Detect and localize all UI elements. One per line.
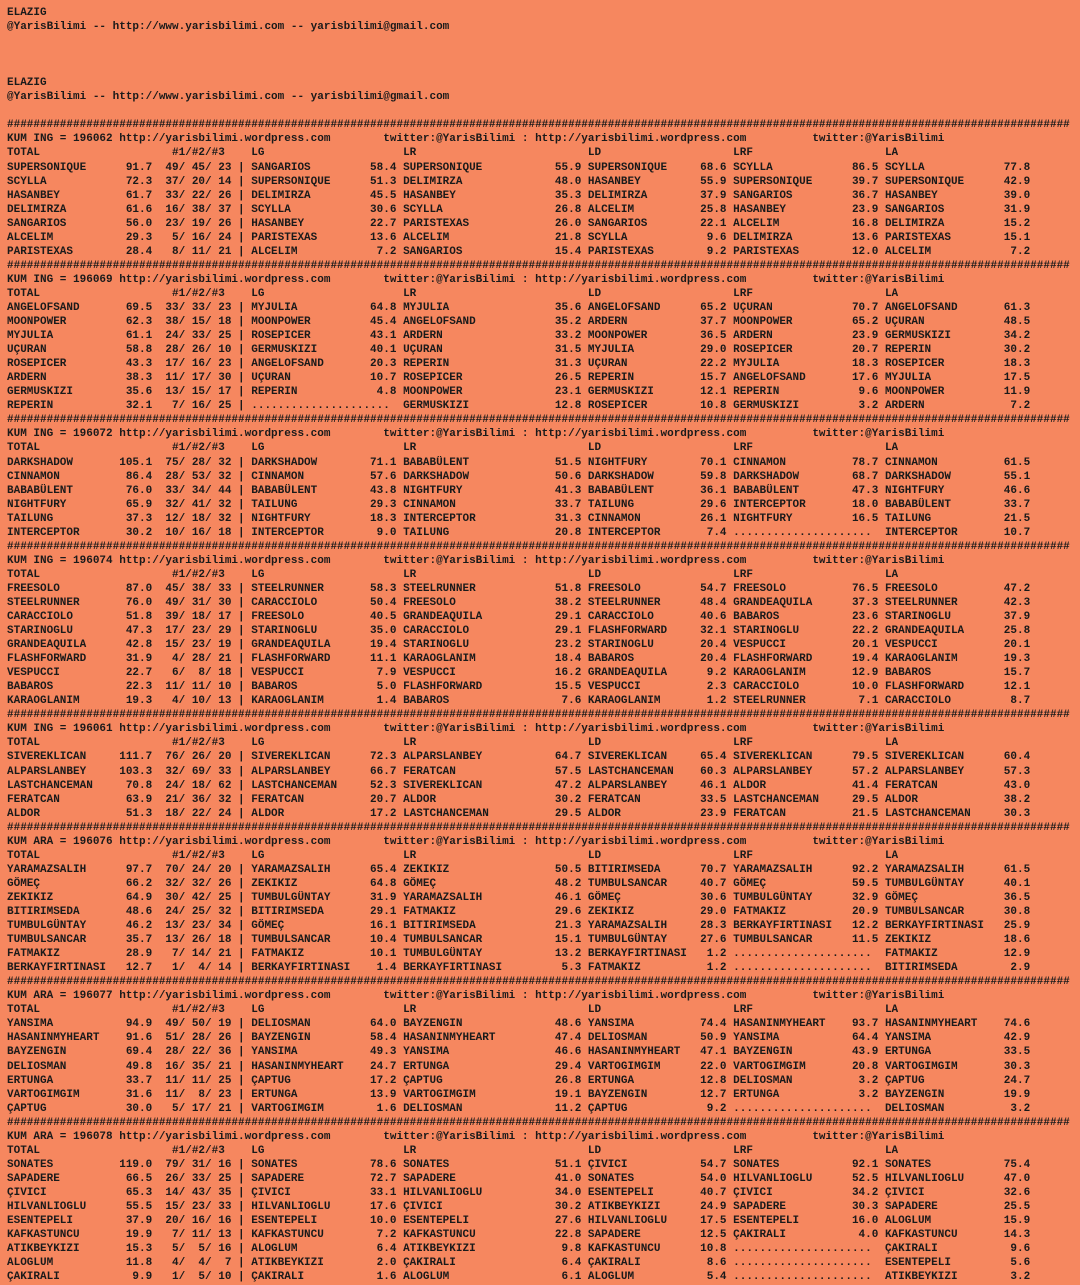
table-row: STARINOGLU 47.3 17/ 23/ 29 | STARINOGLU 35.0 CARACCIOLO 29.1 FLASHFORWARD 32.1 STARINOGLU 22.2 GRANDEAQUILA 25.8 [7,625,1031,638]
blank-line [7,62,1080,76]
table-row: KAFKASTUNCU 19.9 7/ 11/ 13 | KAFKASTUNCU 7.2 KAFKASTUNCU 22.8 SAPADERE 12.5 ÇAKIRALI 4.0 KAFKASTUNCU 14.3 [7,1229,1031,1242]
table-row: HASANINMYHEART 91.6 51/ 28/ 26 | BAYZENGIN 58.4 HASANINMYHEART 47.4 DELIOSMAN 50.9 YANSIMA 64.4 YANSIMA 42.9 [7,1032,1031,1045]
table-row: UÇURAN 58.8 28/ 26/ 10 | GERMUSKIZI 40.1 UÇURAN 31.5 MYJULIA 29.0 ROSEPICER 20.7 REPERIN 30.2 [7,344,1031,357]
section-title: KUM ARA = 196076 http://yarisbilimi.wordpress.com twitter:@YarisBilimi : http://yarisbilimi.wordpress.com twitter:@YarisBilimi [7,835,945,848]
table-row: SCYLLA 72.3 37/ 20/ 14 | SUPERSONIQUE 51.3 DELIMIRZA 48.0 HASANBEY 55.9 SUPERSONIQUE 39.7 SUPERSONIQUE 42.9 [7,175,1031,188]
section-title: KUM ARA = 196078 http://yarisbilimi.wordpress.com twitter:@YarisBilimi : http://yarisbilimi.wordpress.com twitter:@YarisBilimi [7,1130,945,1143]
table-row: BITIRIMSEDA 48.6 24/ 25/ 32 | BITIRIMSEDA 29.1 FATMAKIZ 29.6 ZEKIKIZ 29.0 FATMAKIZ 20.9 TUMBULSANCAR 30.8 [7,906,1031,918]
separator-line: ################################################################################################################################################################# [7,709,1070,722]
table-row: SIVEREKLICAN 111.7 76/ 26/ 20 | SIVEREKLICAN 72.3 ALPARSLANBEY 64.7 SIVEREKLICAN 65.4 SIVEREKLICAN 79.5 SIVEREKLICAN 60.4 [7,751,1031,764]
table-row: BAYZENGIN 69.4 28/ 22/ 36 | YANSIMA 49.3 YANSIMA 46.6 HASANINMYHEART 47.1 BAYZENGIN 43.9 ERTUNGA 33.5 [7,1046,1031,1059]
table-row: NIGHTFURY 65.9 32/ 41/ 32 | TAILUNG 29.3 CINNAMON 33.7 TAILUNG 29.6 INTERCEPTOR 18.0 BABABÜLENT 33.7 [7,498,1031,511]
table-row: ESENTEPELI 37.9 20/ 16/ 16 | ESENTEPELI 10.0 ESENTEPELI 27.6 HILVANLIOGLU 17.5 ESENTEPELI 16.0 ALOGLUM 15.9 [7,1215,1031,1228]
table-row: DELIMIRZA 61.6 16/ 38/ 37 | SCYLLA 30.6 SCYLLA 26.8 ALCELIM 25.8 HASANBEY 23.9 SANGARIOS 31.9 [7,203,1031,216]
table-row: TAILUNG 37.3 12/ 18/ 32 | NIGHTFURY 18.3 INTERCEPTOR 31.3 CINNAMON 26.1 NIGHTFURY 16.5 TAILUNG 21.5 [7,512,1031,525]
table-row: ALPARSLANBEY 103.3 32/ 69/ 33 | ALPARSLANBEY 66.7 FERATCAN 57.5 LASTCHANCEMAN 60.3 ALPARSLANBEY 57.2 ALPARSLANBEY 57.3 [7,765,1031,778]
table-row: CARACCIOLO 51.8 39/ 18/ 17 | FREESOLO 40.5 GRANDEAQUILA 29.1 CARACCIOLO 40.6 BABAROS 23.6 STARINOGLU 37.9 [7,611,1031,624]
table-row: DELIOSMAN 49.8 16/ 35/ 21 | HASANINMYHEART 24.7 ERTUNGA 29.4 VARTOGIMGIM 22.0 VARTOGIMGIM 20.8 VARTOGIMGIM 30.3 [7,1060,1031,1073]
table-row: FREESOLO 87.0 45/ 38/ 33 | STEELRUNNER 58.3 STEELRUNNER 51.8 FREESOLO 54.7 FREESOLO 76.5 FREESOLO 47.2 [7,582,1031,595]
column-header-row: TOTAL #1/#2/#3 LG LR LD LRF LA [7,287,899,300]
table-row: DARKSHADOW 105.1 75/ 28/ 32 | DARKSHADOW 71.1 BABABÜLENT 51.5 NIGHTFURY 70.1 CINNAMON 78.7 CINNAMON 61.5 [7,456,1031,469]
table-row: TUMBULGÜNTAY 46.2 13/ 23/ 34 | GÖMEÇ 16.1 BITIRIMSEDA 21.3 YARAMAZSALIH 28.3 BERKAYFIRTINASI 12.2 BERKAYFIRTINASI 25.9 [7,920,1031,933]
table-row: MYJULIA 61.1 24/ 33/ 25 | ROSEPICER 43.1 ARDERN 33.2 MOONPOWER 36.5 ARDERN 23.9 GERMUSKIZI 34.2 [7,330,1031,343]
column-header-row: TOTAL #1/#2/#3 LG LR LD LRF LA [7,849,899,862]
column-header-row: TOTAL #1/#2/#3 LG LR LD LRF LA [7,442,899,455]
section-title: KUM ING = 196069 http://yarisbilimi.wordpress.com twitter:@YarisBilimi : http://yarisbilimi.wordpress.com twitter:@YarisBilimi [7,273,945,286]
table-row: GRANDEAQUILA 42.8 15/ 23/ 19 | GRANDEAQUILA 19.4 STARINOGLU 23.2 STARINOGLU 20.4 VESPUCCI 20.1 VESPUCCI 20.1 [7,639,1031,652]
table-row: TUMBULSANCAR 35.7 13/ 26/ 18 | TUMBULSANCAR 10.4 TUMBULSANCAR 15.1 TUMBULGÜNTAY 27.6 TUMBULSANCAR 11.5 ZEKIKIZ 18.6 [7,934,1031,947]
table-row: ALCELIM 29.3 5/ 16/ 24 | PARISTEXAS 13.6 ALCELIM 21.8 SCYLLA 9.6 DELIMIRZA 13.6 PARISTEXAS 15.1 [7,231,1031,244]
blank-line [7,104,1080,118]
table-row: ZEKIKIZ 64.9 30/ 42/ 25 | TUMBULGÜNTAY 31.9 YARAMAZSALIH 46.1 GÖMEÇ 30.6 TUMBULGÜNTAY 32.9 GÖMEÇ 36.5 [7,891,1031,904]
table-row: SONATES 119.0 79/ 31/ 16 | SONATES 78.6 SONATES 51.1 ÇIVICI 54.7 SONATES 92.1 SONATES 75.4 [7,1158,1031,1171]
section-title: KUM ING = 196062 http://yarisbilimi.wordpress.com twitter:@YarisBilimi : http://yarisbilimi.wordpress.com twitter:@YarisBilimi [7,133,945,146]
table-row: ERTUNGA 33.7 11/ 11/ 25 | ÇAPTUG 17.2 ÇAPTUG 26.8 ERTUNGA 12.8 DELIOSMAN 3.2 ÇAPTUG 24.7 [7,1074,1031,1087]
table-row: BABABÜLENT 76.0 33/ 34/ 44 | BABABÜLENT 43.8 NIGHTFURY 41.3 BABABÜLENT 36.1 BABABÜLENT 47.3 NIGHTFURY 46.6 [7,484,1031,497]
section-title: KUM ING = 196074 http://yarisbilimi.wordpress.com twitter:@YarisBilimi : http://yarisbilimi.wordpress.com twitter:@YarisBilimi [7,554,945,567]
table-row: ALDOR 51.3 18/ 22/ 24 | ALDOR 17.2 LASTCHANCEMAN 29.5 ALDOR 23.9 FERATCAN 21.5 LASTCHANCEMAN 30.3 [7,807,1031,820]
table-row: CINNAMON 86.4 28/ 53/ 32 | CINNAMON 57.6 DARKSHADOW 50.6 DARKSHADOW 59.8 DARKSHADOW 68.7 DARKSHADOW 55.1 [7,470,1031,483]
location-title-repeat: ELAZIG [7,77,47,90]
table-row: BERKAYFIRTINASI 12.7 1/ 4/ 14 | BERKAYFIRTINASI 1.4 BERKAYFIRTINASI 5.3 FATMAKIZ 1.2 ..................... BITIRIMSEDA 2.9 [7,962,1031,975]
table-row: BABAROS 22.3 11/ 11/ 10 | BABAROS 5.0 FLASHFORWARD 15.5 VESPUCCI 2.3 CARACCIOLO 10.0 FLASHFORWARD 12.1 [7,681,1031,694]
race-sections [7,118,1080,1284]
table-row: INTERCEPTOR 30.2 10/ 16/ 18 | INTERCEPTOR 9.0 TAILUNG 20.8 INTERCEPTOR 7.4 ..................... INTERCEPTOR 10.7 [7,526,1031,539]
separator-line: ################################################################################################################################################################# [7,821,1070,834]
table-row: ALOGLUM 11.8 4/ 4/ 7 | ATIKBEYKIZI 2.0 ÇAKIRALI 6.4 ÇAKIRALI 8.6 ..................... ESENTEPELI 5.6 [7,1257,1031,1270]
separator-line: ################################################################################################################################################################# [7,1116,1070,1129]
table-row: ATIKBEYKIZI 15.3 5/ 5/ 16 | ALOGLUM 6.4 ATIKBEYKIZI 9.8 KAFKASTUNCU 10.8 ..................... ÇAKIRALI 9.6 [7,1243,1031,1256]
table-row: VESPUCCI 22.7 6/ 8/ 18 | VESPUCCI 7.9 VESPUCCI 16.2 GRANDEAQUILA 9.2 KARAOGLANIM 12.9 BABAROS 15.7 [7,667,1031,680]
table-row: GÖMEÇ 66.2 32/ 32/ 26 | ZEKIKIZ 64.8 GÖMEÇ 48.2 TUMBULSANCAR 40.7 GÖMEÇ 59.5 TUMBULGÜNTAY 40.1 [7,877,1031,890]
section-title: KUM ING = 196061 http://yarisbilimi.wordpress.com twitter:@YarisBilimi : http://yarisbilimi.wordpress.com twitter:@YarisBilimi [7,723,945,736]
table-row: YANSIMA 94.9 49/ 50/ 19 | DELIOSMAN 64.0 BAYZENGIN 48.6 YANSIMA 74.4 HASANINMYHEART 93.7 HASANINMYHEART 74.6 [7,1018,1031,1031]
table-row: YARAMAZSALIH 97.7 70/ 24/ 20 | YARAMAZSALIH 65.4 ZEKIKIZ 50.5 BITIRIMSEDA 70.7 YARAMAZSALIH 92.2 YARAMAZSALIH 61.5 [7,863,1031,876]
separator-line: ################################################################################################################################################################# [7,414,1070,427]
column-header-row: TOTAL #1/#2/#3 LG LR LD LRF LA [7,1144,899,1157]
table-row: ARDERN 38.3 11/ 17/ 30 | UÇURAN 10.7 ROSEPICER 26.5 REPERIN 15.7 ANGELOFSAND 17.6 MYJULIA 17.5 [7,372,1031,385]
byline-repeat: @YarisBilimi -- http://www.yarisbilimi.com -- yarisbilimi@gmail.com [7,91,450,104]
separator-line: ################################################################################################################################################################# [7,976,1070,989]
table-row: KARAOGLANIM 19.3 4/ 10/ 13 | KARAOGLANIM 1.4 BABAROS 7.6 KARAOGLANIM 1.2 STEELRUNNER 7.1 CARACCIOLO 8.7 [7,695,1031,708]
table-row: SAPADERE 66.5 26/ 33/ 25 | SAPADERE 72.7 SAPADERE 41.0 SONATES 54.0 HILVANLIOGLU 52.5 HILVANLIOGLU 47.0 [7,1172,1031,1185]
table-row: GERMUSKIZI 35.6 13/ 15/ 17 | REPERIN 4.8 MOONPOWER 23.1 GERMUSKIZI 12.1 REPERIN 9.6 MOONPOWER 11.9 [7,386,1031,399]
blank-line [7,34,1080,48]
table-row: FATMAKIZ 28.9 7/ 14/ 21 | FATMAKIZ 10.1 TUMBULGÜNTAY 13.2 BERKAYFIRTINASI 1.2 ..................... FATMAKIZ 12.9 [7,948,1031,961]
section-title: KUM ARA = 196077 http://yarisbilimi.wordpress.com twitter:@YarisBilimi : http://yarisbilimi.wordpress.com twitter:@YarisBilimi [7,990,945,1003]
separator-line: ################################################################################################################################################################# [7,119,1070,132]
column-header-row: TOTAL #1/#2/#3 LG LR LD LRF LA [7,737,899,750]
column-header-row: TOTAL #1/#2/#3 LG LR LD LRF LA [7,147,899,160]
location-title: ELAZIG [7,7,47,19]
table-row: HASANBEY 61.7 33/ 22/ 26 | DELIMIRZA 45.5 HASANBEY 35.3 DELIMIRZA 37.9 SANGARIOS 36.7 HASANBEY 39.0 [7,189,1031,202]
table-row: HILVANLIOGLU 55.5 15/ 23/ 33 | HILVANLIOGLU 17.6 ÇIVICI 30.2 ATIKBEYKIZI 24.9 SAPADERE 30.3 SAPADERE 25.5 [7,1200,1031,1213]
table-row: ROSEPICER 43.3 17/ 16/ 23 | ANGELOFSAND 20.3 REPERIN 31.3 UÇURAN 22.2 MYJULIA 18.3 ROSEPICER 18.3 [7,358,1031,371]
table-row: SUPERSONIQUE 91.7 49/ 45/ 23 | SANGARIOS 58.4 SUPERSONIQUE 55.9 SUPERSONIQUE 68.6 SCYLLA 86.5 SCYLLA 77.8 [7,161,1031,174]
byline: @YarisBilimi -- http://www.yarisbilimi.com -- yarisbilimi@gmail.com [7,21,450,34]
table-row: ÇIVICI 65.3 14/ 43/ 35 | ÇIVICI 33.1 HILVANLIOGLU 34.0 ESENTEPELI 40.7 ÇIVICI 34.2 ÇIVICI 32.6 [7,1186,1031,1199]
table-row: FLASHFORWARD 31.9 4/ 28/ 21 | FLASHFORWARD 11.1 KARAOGLANIM 18.4 BABAROS 20.4 FLASHFORWARD 19.4 KARAOGLANIM 19.3 [7,653,1031,666]
column-header-row: TOTAL #1/#2/#3 LG LR LD LRF LA [7,568,899,581]
table-row: LASTCHANCEMAN 70.8 24/ 18/ 62 | LASTCHANCEMAN 52.3 SIVEREKLICAN 47.2 ALPARSLANBEY 46.1 ALDOR 41.4 FERATCAN 43.0 [7,779,1031,792]
table-row: FERATCAN 63.9 21/ 36/ 32 | FERATCAN 20.7 ALDOR 30.2 FERATCAN 33.5 LASTCHANCEMAN 29.5 ALDOR 38.2 [7,793,1031,806]
table-row: ANGELOFSAND 69.5 33/ 33/ 23 | MYJULIA 64.8 MYJULIA 35.6 ANGELOFSAND 65.2 UÇURAN 70.7 ANGELOFSAND 61.3 [7,301,1031,314]
column-header-row: TOTAL #1/#2/#3 LG LR LD LRF LA [7,1004,899,1017]
section-title: KUM ING = 196072 http://yarisbilimi.wordpress.com twitter:@YarisBilimi : http://yarisbilimi.wordpress.com twitter:@YarisBilimi [7,428,945,441]
blank-line [7,48,1080,62]
separator-line: ################################################################################################################################################################# [7,540,1070,553]
table-row: PARISTEXAS 28.4 8/ 11/ 21 | ALCELIM 7.2 SANGARIOS 15.4 PARISTEXAS 9.2 PARISTEXAS 12.0 ALCELIM 7.2 [7,245,1031,258]
table-row: ÇAPTUG 30.0 5/ 17/ 21 | VARTOGIMGIM 1.6 DELIOSMAN 11.2 ÇAPTUG 9.2 ..................... DELIOSMAN 3.2 [7,1102,1031,1115]
table-row: REPERIN 32.1 7/ 16/ 25 | ..................... GERMUSKIZI 12.8 ROSEPICER 10.8 GERMUSKIZI 3.2 ARDERN 7.2 [7,400,1031,413]
table-row: VARTOGIMGIM 31.6 11/ 8/ 23 | ERTUNGA 13.9 VARTOGIMGIM 19.1 BAYZENGIN 12.7 ERTUNGA 3.2 BAYZENGIN 19.9 [7,1088,1031,1101]
table-row: SANGARIOS 56.0 23/ 19/ 26 | HASANBEY 22.7 PARISTEXAS 26.0 SANGARIOS 22.1 ALCELIM 16.8 DELIMIRZA 15.2 [7,217,1031,230]
table-row: MOONPOWER 62.3 38/ 15/ 18 | MOONPOWER 45.4 ANGELOFSAND 35.2 ARDERN 37.7 MOONPOWER 65.2 UÇURAN 48.5 [7,316,1031,329]
table-row: STEELRUNNER 76.0 49/ 31/ 30 | CARACCIOLO 50.4 FREESOLO 38.2 STEELRUNNER 48.4 GRANDEAQUILA 37.3 STEELRUNNER 42.3 [7,596,1031,609]
table-row: ÇAKIRALI 9.9 1/ 5/ 10 | ÇAKIRALI 1.6 ALOGLUM 6.1 ALOGLUM 5.4 ..................... ATIKBEYKIZI 3.2 [7,1271,1031,1284]
separator-line: ################################################################################################################################################################# [7,259,1070,272]
